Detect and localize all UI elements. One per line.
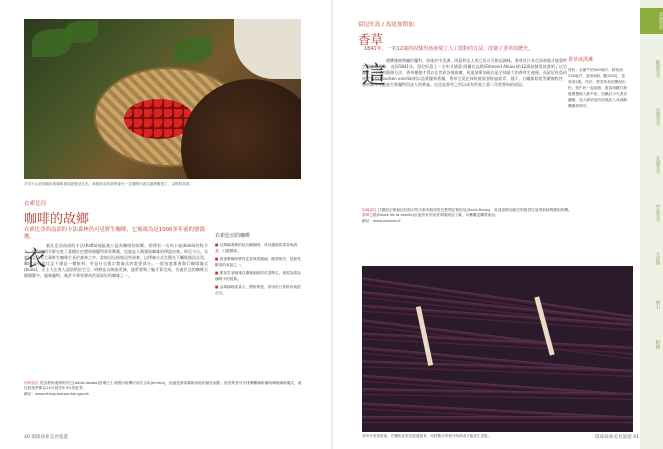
section-tag: 留尼旺島 / 馬達加斯加 (358, 22, 414, 28)
travel-notes (24, 381, 304, 397)
chapter-tab[interactable]: 美洲美食 (655, 156, 660, 174)
article-body: 索比亞西南部的卡法(Kaffa)地區被公認為咖啡的故鄉，相傳有一名叫卡迪(Kaldi)的牧羊人，發現他的羊群在吃了某種紅色漿果後變得異常興奮，這就是人類發現咖啡的傳說由來。時至今日，衣索比亞仍有大量野生咖啡生長於森林之中，當地居民採集這些果實，以傳統方式在陽光下曬乾後再去殼，咖啡在衣索比亞不僅是一種飲料，更是社交與宗教儀式的重要部分。一般家庭都會舉行咖啡儀式(buna)，女主人在客人面前烘焙生豆、研磨並以陶壺煮沸，通常要喝三輪才算完成。衣索比亞的咖啡豆種類繁多，風味獨特，被許多專家譽為世界最好的咖啡之一。 (24, 243, 208, 279)
sidebar-box-item: ■ 西達摩咖啡帶有花香與柑橘調，酸度明亮，是最受歡迎的產區之一。 (215, 256, 302, 268)
coffee-harvest-photo (24, 19, 301, 179)
photo-caption: 辛苦小心的採摘來的咖啡果成熟後呈紅色；新鮮收成的果實會在一定期間內送往處理廠加工，以保持品質。 (24, 182, 193, 186)
folio-left (24, 434, 68, 440)
chapter-thumb-tabs (640, 0, 663, 449)
drop-cap: 這 (362, 61, 386, 89)
chapter-tab[interactable]: 非洲美食 (640, 8, 663, 34)
notes-web: 網站：www.ethiopiantourism.gov.et (24, 391, 89, 396)
chapter-tab[interactable]: 歐洲美食 (655, 60, 660, 78)
book-title: 環球探索美食旅遊 (31, 435, 69, 440)
drop-cap: 衣 (24, 247, 47, 272)
page-title: 香草 (358, 32, 384, 47)
article-body: 種攀緣植物屬於蘭科，原產於中美洲，阿茲特克人用它為可可飲品調味。香草花只有在原產地才能靠特定的蜂類授粉，直到1841年，留尼旺島上一名叫艾德蒙·阿爾比烏斯(Edmond Albius)的12歲奴隸男孩發明了以竹籤人工授粉的簡便方法，香草種植才得以在世界各地推廣。馬達加斯加現在是全球最大的香草生產國，而留尼旺島的波旁香草(Bourbon vanilla)則以品質優異著稱。香草豆莢在採收後需要經過殺青、發汗、日曬與陰乾等繁複程序，歷時數月才能產生那獨特而迷人的香氣。這也是香草之所以成為世界上第二昂貴香料的原因。 (362, 58, 567, 88)
sidebar-box-item: ■ 耶加雪菲咖啡以優雅細緻的花香聞名，被視為精品咖啡中的經典。 (215, 270, 302, 282)
sidebar-box-title: 衣索比亞的咖啡 (215, 233, 251, 239)
notes-web: 網站：www.reunion.fr (362, 218, 401, 223)
chapter-tab[interactable]: 索引 (655, 300, 660, 309)
chapter-tab[interactable]: 大洋洲 (655, 252, 660, 266)
sidebar-box-item: ■ 金瑪咖啡產量大，價格實惠，常用於日常飲用與混合豆。 (215, 284, 302, 296)
chapter-tab[interactable]: 中東美食 (655, 204, 660, 222)
recipe-box-body: 材料：全脂牛奶500毫升、鮮奶油250毫升、蛋黃6個、糖150克、香草莢2根。作法：將香草莢剖開刮出籽，與牛奶一起加熱；蛋黃與糖打發後慢慢倒入熱牛奶，回鍋以小火煮至濃稠，加入鮮奶油冷卻後放入冰淇淋機攪拌即可。 (568, 68, 627, 108)
page-number: 40 (24, 435, 30, 440)
notes-text: 法國航空與留尼旺航空每天都有航班從巴黎飛往聖但尼(Saint-Denis)，馬達加斯加航空則提供往返塔那那利佛的班機。香草之路(Route de la Vanille)沿途設有多座香草園與加工廠，可參觀並購買產品。 (362, 208, 572, 218)
notes-text: 從首都阿迪斯阿貝巴(Addis Ababa)搭乘巴士或國內班機可前往吉馬(Jimma)，此處是探索咖啡產地的最佳起點。旅遊業者可安排參觀咖啡園與傳統咖啡儀式，最佳旅遊季節為10月到翌年3月的乾季。 (24, 381, 302, 391)
sidebar-box-item: ■ 以精緻著稱的哈拉爾咖啡，具有濃郁的果香與酒香，口感醇厚。 (215, 242, 302, 254)
chapter-tab[interactable]: 亞洲美食 (655, 108, 660, 126)
page-number: 41 (633, 435, 639, 440)
sidebar-box (215, 232, 302, 449)
travel-notes (362, 208, 572, 224)
section-tag: 衣索比亞 (24, 201, 47, 207)
page-subtitle: 1841年，一名12歲的奴隸男孩發現了人工授粉的方法，改變了香草的歷史。 (364, 46, 534, 52)
folio-right (595, 434, 639, 440)
book-title: 環球探索美食旅遊 (594, 435, 632, 440)
photo-caption: 香草豆莢採收後，在曬乾前需先經過殺青，再經數月的發汗與熟成才能產生香氣。 (362, 434, 492, 438)
sidebar-box-body (215, 242, 302, 296)
vanilla-pods-photo (362, 266, 633, 432)
chapter-tab[interactable]: 附錄 (655, 340, 660, 349)
page-title: 咖啡的故鄉 (24, 212, 90, 227)
notes-label: 如何前往 (362, 208, 377, 212)
page-subtitle: 衣索比亞西南部的卡法森林仍可見野生咖啡，它被視為是1000多年前的發源地。 (24, 227, 205, 240)
book-gutter (331, 0, 333, 449)
recipe-box-title: 香草冰淇淋 (568, 57, 594, 63)
notes-label: 如何前往 (24, 381, 39, 385)
recipe-box (568, 56, 628, 109)
